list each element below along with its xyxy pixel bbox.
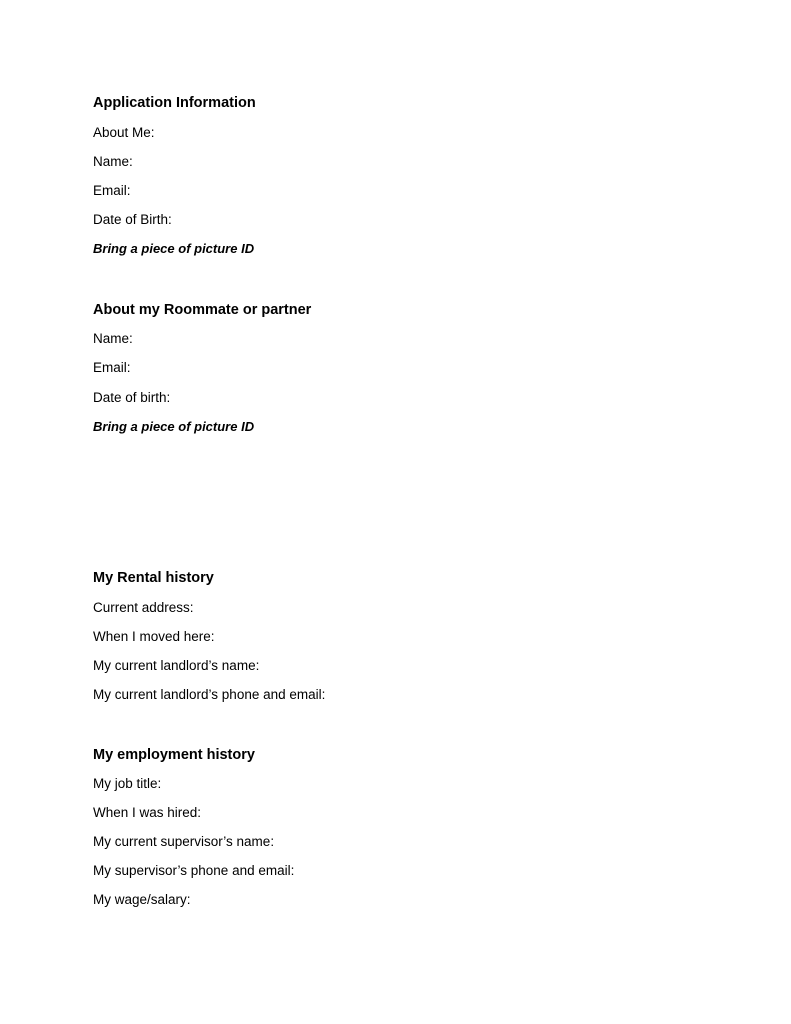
field-label-date-of-birth: Date of Birth: — [93, 212, 172, 227]
section-heading-roommate: About my Roommate or partner — [93, 302, 312, 318]
section-heading-rental: My Rental history — [93, 570, 214, 586]
field-label-about-me: About Me: — [93, 125, 155, 140]
picture-id-note: Bring a piece of picture ID — [93, 241, 255, 256]
field-label-email: Email: — [93, 183, 131, 198]
field-label-supervisor-contact: My supervisor’s phone and email: — [93, 863, 295, 878]
field-label-roommate-date-of-birth: Date of birth: — [93, 390, 171, 405]
field-label-landlord-contact: My current landlord’s phone and email: — [93, 687, 326, 702]
field-label-wage-salary: My wage/salary: — [93, 892, 191, 907]
section-heading-employment: My employment history — [93, 747, 255, 763]
field-label-current-address: Current address: — [93, 600, 194, 615]
field-label-moved-here: When I moved here: — [93, 629, 215, 644]
field-label-roommate-email: Email: — [93, 360, 131, 375]
section-heading-application: Application Information — [93, 95, 256, 111]
field-label-name: Name: — [93, 154, 133, 169]
field-label-supervisor-name: My current supervisor’s name: — [93, 834, 275, 849]
field-label-landlord-name: My current landlord’s name: — [93, 658, 260, 673]
field-label-hired: When I was hired: — [93, 805, 202, 820]
field-label-job-title: My job title: — [93, 776, 162, 791]
field-label-roommate-name: Name: — [93, 331, 133, 346]
roommate-picture-id-note: Bring a piece of picture ID — [93, 419, 255, 434]
